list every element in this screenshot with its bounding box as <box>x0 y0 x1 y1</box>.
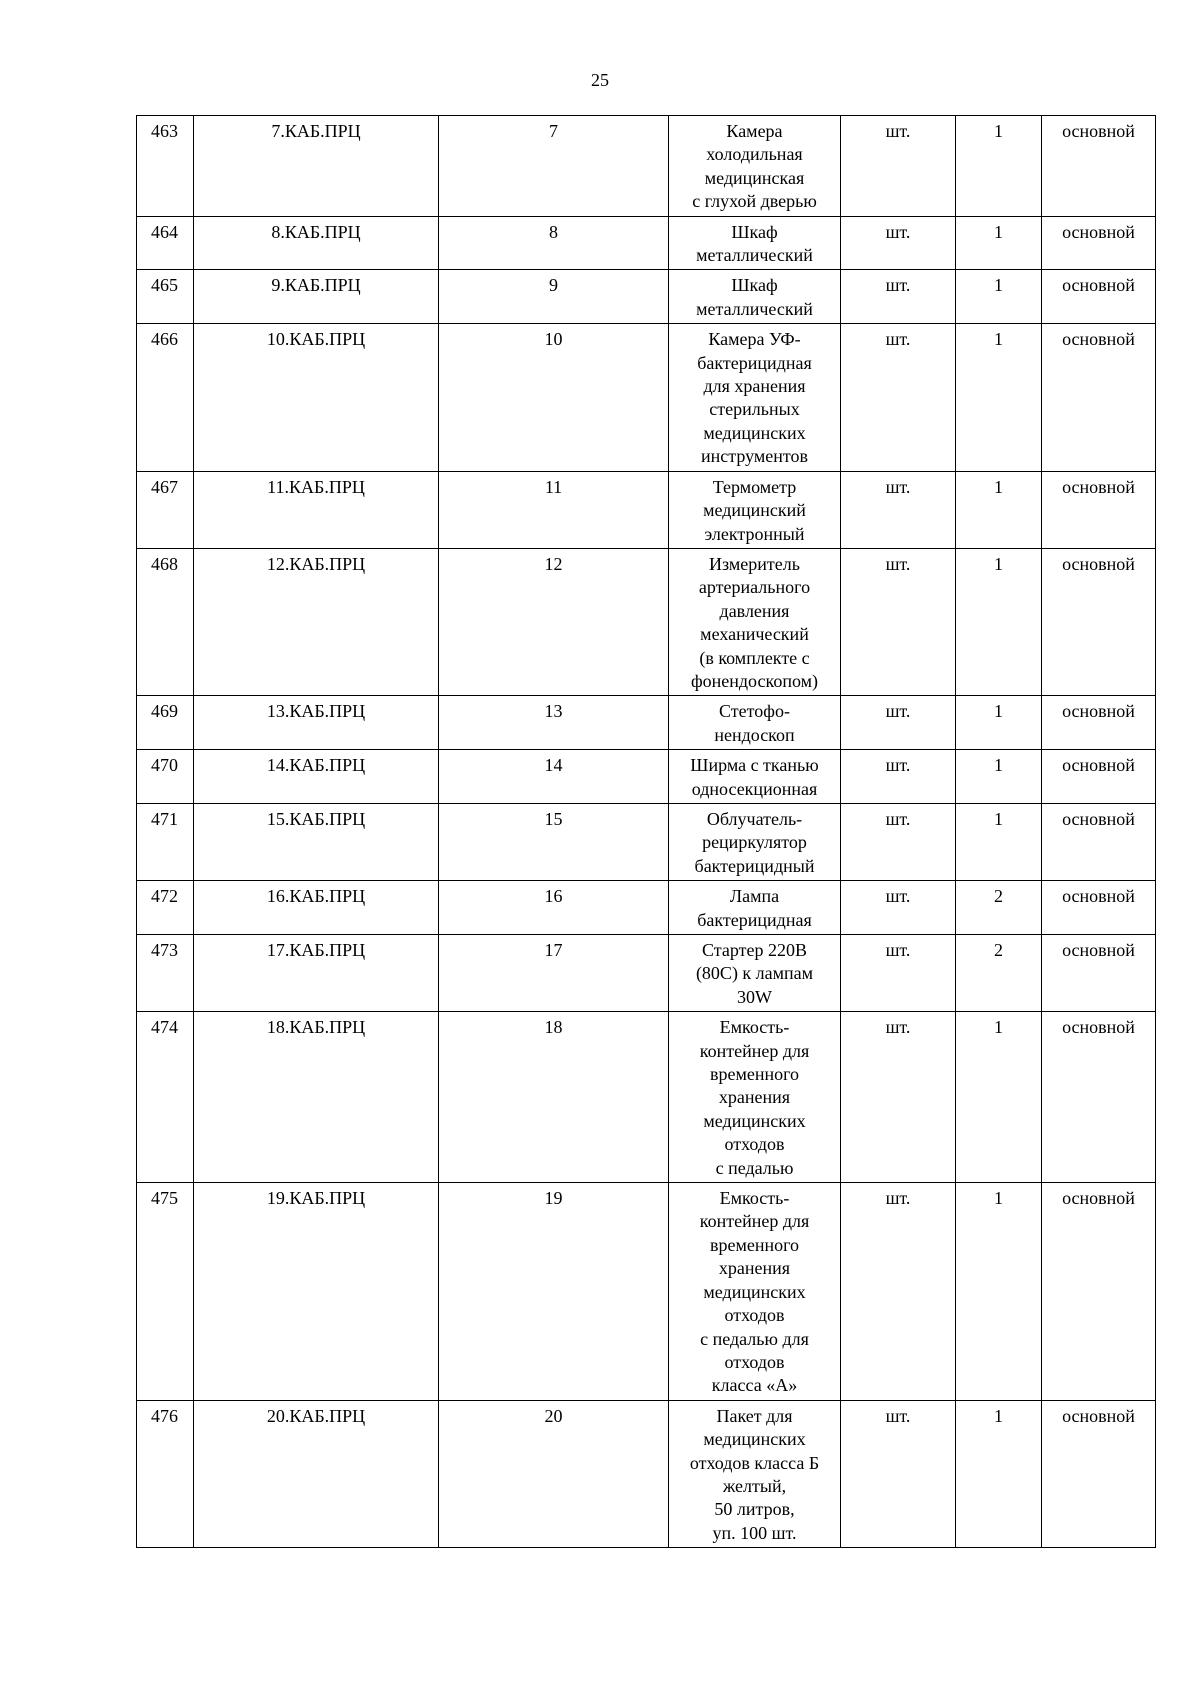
item-name-cell <box>669 270 841 324</box>
quantity-cell: 1 <box>956 270 1042 324</box>
item-name-line: электронный <box>704 523 805 544</box>
item-code-cell: 8.КАБ.ПРЦ <box>194 216 439 270</box>
item-name-line: Камера УФ- <box>708 329 801 350</box>
equipment-type-cell: основной <box>1042 116 1156 217</box>
item-name-line: временного <box>709 1234 800 1255</box>
item-name-line: Стетофо- <box>719 701 790 722</box>
item-code-cell: 10.КАБ.ПРЦ <box>194 324 439 471</box>
unit-of-measure-cell: шт. <box>841 1183 956 1401</box>
equipment-type-cell: основной <box>1042 750 1156 804</box>
table-row <box>137 1183 1156 1401</box>
item-name-line: Емкость- <box>719 1188 790 1209</box>
item-name-cell <box>669 471 841 548</box>
item-name-cell <box>669 750 841 804</box>
position-number-cell: 8 <box>439 216 669 270</box>
equipment-type-cell: основной <box>1042 1012 1156 1183</box>
unit-of-measure-cell: шт. <box>841 1400 956 1547</box>
equipment-type-cell: основной <box>1042 803 1156 880</box>
position-number-cell: 14 <box>439 750 669 804</box>
quantity-cell: 1 <box>956 803 1042 880</box>
page-number: 25 <box>591 70 609 90</box>
item-name-line: отходов <box>724 1351 785 1372</box>
item-name-line: медицинская <box>704 167 805 188</box>
position-number-cell: 19 <box>439 1183 669 1401</box>
row-number-cell: 473 <box>137 935 194 1012</box>
item-name-line: желтый, <box>722 1475 787 1496</box>
equipment-type-cell: основной <box>1042 216 1156 270</box>
item-name-line: артериального <box>698 577 811 598</box>
row-number-cell: 463 <box>137 116 194 217</box>
position-number-cell: 16 <box>439 881 669 935</box>
item-name-cell <box>669 1012 841 1183</box>
item-name-line: фонендоскопом) <box>690 670 819 691</box>
item-name-line: механический <box>700 624 809 645</box>
item-name-line: медицинских <box>703 1281 806 1302</box>
row-number-cell: 465 <box>137 270 194 324</box>
item-name-line: медицинский <box>703 500 806 521</box>
item-name-cell <box>669 548 841 695</box>
item-code-cell: 19.КАБ.ПРЦ <box>194 1183 439 1401</box>
position-number-cell: 12 <box>439 548 669 695</box>
row-number-cell: 464 <box>137 216 194 270</box>
item-name-cell <box>669 881 841 935</box>
item-name-line: уп. 100 шт. <box>712 1522 797 1543</box>
item-name-line: медицинских <box>703 422 806 443</box>
item-name-line: с педалью для <box>700 1328 809 1349</box>
item-name-line: Термометр <box>712 476 797 497</box>
item-name-line: односекционная <box>691 778 818 799</box>
position-number-cell: 13 <box>439 696 669 750</box>
item-name-line: Емкость- <box>719 1017 790 1038</box>
unit-of-measure-cell: шт. <box>841 216 956 270</box>
table-row <box>137 216 1156 270</box>
equipment-type-cell: основной <box>1042 1183 1156 1401</box>
item-name-line: Пакет для <box>716 1405 793 1426</box>
row-number-cell: 466 <box>137 324 194 471</box>
item-name-line: металлический <box>696 298 813 319</box>
item-code-cell: 11.КАБ.ПРЦ <box>194 471 439 548</box>
quantity-cell: 1 <box>956 1183 1042 1401</box>
row-number-cell: 467 <box>137 471 194 548</box>
quantity-cell: 1 <box>956 471 1042 548</box>
item-name-cell <box>669 324 841 471</box>
item-name-cell <box>669 1400 841 1547</box>
item-name-cell <box>669 1183 841 1401</box>
quantity-cell: 1 <box>956 116 1042 217</box>
equipment-type-cell: основной <box>1042 881 1156 935</box>
unit-of-measure-cell: шт. <box>841 696 956 750</box>
unit-of-measure-cell: шт. <box>841 803 956 880</box>
quantity-cell: 1 <box>956 750 1042 804</box>
quantity-cell: 1 <box>956 696 1042 750</box>
row-number-cell: 476 <box>137 1400 194 1547</box>
item-name-cell <box>669 803 841 880</box>
item-code-cell: 13.КАБ.ПРЦ <box>194 696 439 750</box>
table-row <box>137 750 1156 804</box>
item-code-cell: 18.КАБ.ПРЦ <box>194 1012 439 1183</box>
item-name-line: холодильная <box>706 144 803 165</box>
item-name-line: медицинских <box>703 1110 806 1131</box>
table-row <box>137 935 1156 1012</box>
item-code-cell: 17.КАБ.ПРЦ <box>194 935 439 1012</box>
item-name-line: Ширма с тканью <box>690 755 819 776</box>
table-row <box>137 270 1156 324</box>
equipment-type-cell: основной <box>1042 471 1156 548</box>
item-name-line: временного <box>709 1064 800 1085</box>
item-name-line: контейнер для <box>699 1211 810 1232</box>
table-row <box>137 1400 1156 1547</box>
item-code-cell: 20.КАБ.ПРЦ <box>194 1400 439 1547</box>
quantity-cell: 1 <box>956 216 1042 270</box>
unit-of-measure-cell: шт. <box>841 935 956 1012</box>
table-body <box>137 116 1156 1548</box>
item-code-cell: 7.КАБ.ПРЦ <box>194 116 439 217</box>
row-number-cell: 472 <box>137 881 194 935</box>
item-name-line: (в комплекте с <box>699 647 810 668</box>
item-name-cell <box>669 216 841 270</box>
quantity-cell: 2 <box>956 935 1042 1012</box>
table-row <box>137 696 1156 750</box>
item-name-line: отходов <box>724 1134 785 1155</box>
item-name-line: Шкаф <box>731 221 778 242</box>
item-name-line: Измеритель <box>709 553 800 574</box>
row-number-cell: 474 <box>137 1012 194 1183</box>
item-name-line: хранения <box>718 1258 791 1279</box>
unit-of-measure-cell: шт. <box>841 324 956 471</box>
item-name-line: стерильных <box>709 399 800 420</box>
item-code-cell: 14.КАБ.ПРЦ <box>194 750 439 804</box>
table-row <box>137 324 1156 471</box>
item-code-cell: 16.КАБ.ПРЦ <box>194 881 439 935</box>
quantity-cell: 1 <box>956 1012 1042 1183</box>
unit-of-measure-cell: шт. <box>841 881 956 935</box>
item-name-line: нендоскоп <box>714 724 795 745</box>
item-code-cell: 9.КАБ.ПРЦ <box>194 270 439 324</box>
item-name-line: отходов класса Б <box>689 1452 820 1473</box>
position-number-cell: 20 <box>439 1400 669 1547</box>
quantity-cell: 1 <box>956 548 1042 695</box>
item-name-line: инструментов <box>700 446 808 467</box>
table-row <box>137 471 1156 548</box>
equipment-table <box>136 115 1156 1548</box>
item-name-line: Шкаф <box>731 275 778 296</box>
equipment-type-cell: основной <box>1042 935 1156 1012</box>
quantity-cell: 2 <box>956 881 1042 935</box>
position-number-cell: 18 <box>439 1012 669 1183</box>
item-code-cell: 12.КАБ.ПРЦ <box>194 548 439 695</box>
item-name-line: (80С) к лампам <box>695 963 814 984</box>
item-name-line: медицинских <box>703 1429 806 1450</box>
position-number-cell: 17 <box>439 935 669 1012</box>
item-name-line: отходов <box>724 1305 785 1326</box>
table-row <box>137 116 1156 217</box>
table-row <box>137 1012 1156 1183</box>
item-name-line: контейнер для <box>699 1040 810 1061</box>
item-name-line: 50 литров, <box>714 1499 795 1520</box>
item-name-line: хранения <box>718 1087 791 1108</box>
equipment-type-cell: основной <box>1042 324 1156 471</box>
item-name-line: бактерицидный <box>694 855 815 876</box>
quantity-cell: 1 <box>956 1400 1042 1547</box>
table-row <box>137 548 1156 695</box>
row-number-cell: 470 <box>137 750 194 804</box>
row-number-cell: 468 <box>137 548 194 695</box>
unit-of-measure-cell: шт. <box>841 750 956 804</box>
item-name-cell <box>669 696 841 750</box>
unit-of-measure-cell: шт. <box>841 270 956 324</box>
position-number-cell: 7 <box>439 116 669 217</box>
item-name-line: для хранения <box>703 376 806 397</box>
equipment-type-cell: основной <box>1042 1400 1156 1547</box>
item-name-line: Камера <box>726 121 783 141</box>
unit-of-measure-cell: шт. <box>841 471 956 548</box>
item-name-line: Облучатель- <box>706 808 803 829</box>
equipment-type-cell: основной <box>1042 696 1156 750</box>
item-name-line: с глухой дверью <box>692 191 817 212</box>
quantity-cell: 1 <box>956 324 1042 471</box>
unit-of-measure-cell: шт. <box>841 548 956 695</box>
item-name-line: бактерицидная <box>697 909 812 930</box>
table-row <box>137 803 1156 880</box>
item-name-line: Стартер 220В <box>702 940 807 960</box>
item-name-cell <box>669 116 841 217</box>
position-number-cell: 9 <box>439 270 669 324</box>
item-name-line: Лампа <box>729 886 780 907</box>
position-number-cell: 11 <box>439 471 669 548</box>
item-name-line: металлический <box>696 245 813 266</box>
row-number-cell: 469 <box>137 696 194 750</box>
unit-of-measure-cell: шт. <box>841 116 956 217</box>
unit-of-measure-cell: шт. <box>841 1012 956 1183</box>
item-name-line: 30W <box>737 986 772 1007</box>
item-name-line: с педалью <box>715 1157 794 1178</box>
item-name-line: рециркулятор <box>702 832 807 853</box>
item-code-cell: 15.КАБ.ПРЦ <box>194 803 439 880</box>
table-row <box>137 881 1156 935</box>
equipment-type-cell: основной <box>1042 270 1156 324</box>
equipment-type-cell: основной <box>1042 548 1156 695</box>
item-name-line: бактерицидная <box>697 352 812 373</box>
position-number-cell: 10 <box>439 324 669 471</box>
row-number-cell: 475 <box>137 1183 194 1401</box>
item-name-line: давления <box>719 600 790 621</box>
row-number-cell: 471 <box>137 803 194 880</box>
item-name-line: класса «А» <box>711 1375 798 1396</box>
position-number-cell: 15 <box>439 803 669 880</box>
item-name-cell <box>669 935 841 1012</box>
